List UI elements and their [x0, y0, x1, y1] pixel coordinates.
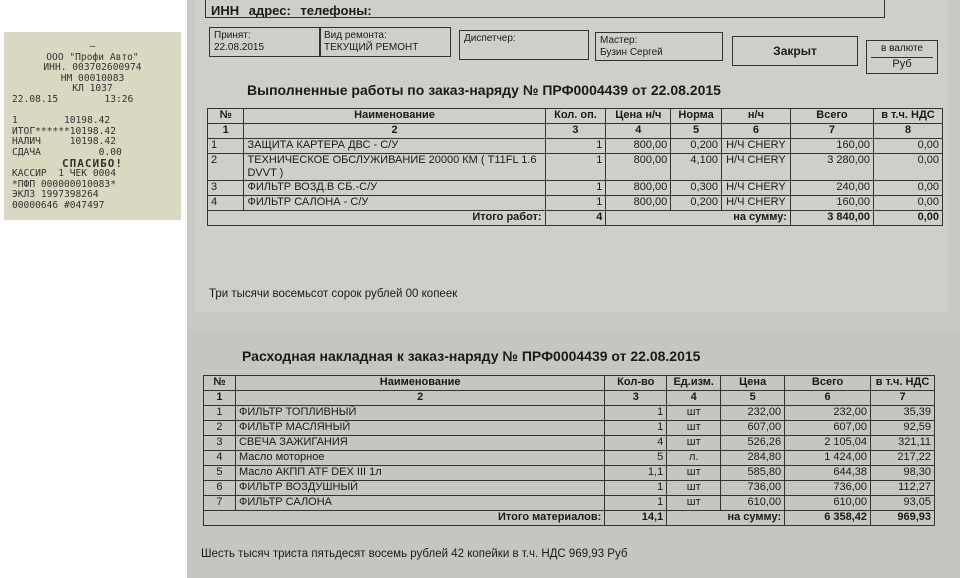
works-title: Выполненные работы по заказ-наряду № ПРФ0004439 от 22.08.2015: [247, 82, 721, 98]
materials-col-4: 5: [721, 391, 785, 406]
materials-cell: ФИЛЬТР ВОЗДУШНЫЙ: [235, 481, 604, 496]
materials-cell: 4: [204, 451, 236, 466]
materials-in-words: Шесть тысяч триста пятьдесят восемь рублей 42 копейки в т.ч. НДС 969,93 Руб: [201, 548, 628, 560]
materials-cell: Масло АКПП ATF DEX III 1л: [235, 466, 604, 481]
works-cell: 1: [545, 181, 606, 196]
materials-cell: 2: [204, 421, 236, 436]
works-cell: 800,00: [606, 139, 671, 154]
works-cell: 1: [545, 196, 606, 211]
table-row: [208, 196, 943, 211]
works-col-6: Всего: [790, 109, 873, 124]
page-bottom: [187, 330, 960, 578]
table-row: [204, 436, 935, 451]
materials-cell: 1: [605, 421, 667, 436]
materials-cell: 644,38: [785, 466, 871, 481]
works-col-3: 4: [606, 124, 671, 139]
works-cell: 800,00: [606, 181, 671, 196]
works-col-7: 8: [874, 124, 943, 139]
materials-cell: 607,00: [785, 421, 871, 436]
materials-cell: 5: [204, 466, 236, 481]
materials-cell: 217,22: [871, 451, 935, 466]
works-cell: 1: [208, 139, 244, 154]
works-table: [207, 108, 943, 226]
table-row: [208, 154, 943, 181]
materials-cell: 1: [605, 496, 667, 511]
receipt-line: 22.08.15 13:26: [12, 93, 134, 105]
materials-col-2: 3: [605, 391, 667, 406]
materials-col-4: Цена: [721, 376, 785, 391]
works-col-5: н/ч: [721, 109, 790, 124]
page-top: [195, 0, 948, 312]
works-cell: 0,00: [874, 154, 943, 181]
materials-col-6: 7: [871, 391, 935, 406]
materials-cell: 585,80: [721, 466, 785, 481]
work-order-document: [187, 0, 960, 578]
receipt-line: НАЛИЧ 10198.42: [12, 136, 116, 148]
materials-cell: 526,26: [721, 436, 785, 451]
works-cell: 2: [208, 154, 244, 181]
table-row: [204, 421, 935, 436]
materials-total-label: Итого материалов:: [204, 511, 605, 526]
works-cell: 800,00: [606, 196, 671, 211]
materials-total-vat: 969,93: [871, 511, 935, 526]
materials-cell: 232,00: [721, 406, 785, 421]
receipt-line: 1 10198.42: [12, 115, 111, 127]
receipt-line: 00000646 #047497: [12, 199, 105, 211]
works-cell: 3: [208, 181, 244, 196]
receipt-line: СДАЧА 0.00: [12, 146, 122, 158]
materials-cell: шт: [667, 436, 721, 451]
table-row: [208, 139, 943, 154]
materials-cell: 5: [605, 451, 667, 466]
works-col-1: Наименование: [244, 109, 545, 124]
materials-col-1: 2: [235, 391, 604, 406]
works-cell: 800,00: [606, 154, 671, 181]
receipt-line: *ПФП 000000010083*: [12, 178, 116, 190]
works-cell: 0,00: [874, 196, 943, 211]
works-cell: 4: [208, 196, 244, 211]
works-cell: 0,00: [874, 139, 943, 154]
receipt-line: КЛ 1037: [72, 83, 113, 95]
works-col-0: 1: [208, 124, 244, 139]
materials-cell: 2 105,04: [785, 436, 871, 451]
works-col-2: 3: [545, 124, 606, 139]
works-cell: 160,00: [790, 196, 873, 211]
materials-cell: 1: [204, 406, 236, 421]
materials-cell: 1: [605, 406, 667, 421]
materials-total-qty: 14,1: [605, 511, 667, 526]
materials-cell: 93,05: [871, 496, 935, 511]
works-col-2: Кол. оп.: [545, 109, 606, 124]
works-cell: Н/Ч CHERY: [721, 154, 790, 181]
works-cell: 240,00: [790, 181, 873, 196]
materials-cell: Масло моторное: [235, 451, 604, 466]
top-line: ИНН адрес: телефоны:: [211, 3, 372, 18]
works-cell: ТЕХНИЧЕСКОЕ ОБСЛУЖИВАНИЕ 20000 КМ ( T11FL 1.6 DVVT ): [244, 154, 545, 181]
works-cell: 0,200: [671, 139, 722, 154]
materials-cell: 232,00: [785, 406, 871, 421]
materials-title: Расходная накладная к заказ-наряду № ПРФ0004439 от 22.08.2015: [242, 348, 701, 364]
materials-col-0: 1: [204, 391, 236, 406]
materials-cell: 284,80: [721, 451, 785, 466]
materials-col-1: Наименование: [235, 376, 604, 391]
works-col-5: 6: [721, 124, 790, 139]
works-cell: ЗАЩИТА КАРТЕРА ДВС - С/У: [244, 139, 545, 154]
materials-cell: л.: [667, 451, 721, 466]
accepted-box: Принят: 22.08.2015: [209, 27, 321, 57]
table-row: [204, 466, 935, 481]
works-col-7: в т.ч. НДС: [874, 109, 943, 124]
materials-cell: 7: [204, 496, 236, 511]
materials-cell: 1 424,00: [785, 451, 871, 466]
materials-col-6: в т.ч. НДС: [871, 376, 935, 391]
materials-sum-label: на сумму:: [667, 511, 785, 526]
works-cell: 0,00: [874, 181, 943, 196]
table-row: [208, 181, 943, 196]
materials-col-0: №: [204, 376, 236, 391]
receipt-line: НМ 00010083: [60, 72, 125, 84]
dispatcher-box: Диспетчер:: [459, 30, 589, 60]
materials-cell: ФИЛЬТР ТОПЛИВНЫЙ: [235, 406, 604, 421]
table-row: [204, 406, 935, 421]
materials-cell: шт: [667, 466, 721, 481]
repair-type-box: Вид ремонта: ТЕКУЩИЙ РЕМОНТ: [319, 27, 451, 57]
materials-col-3: 4: [667, 391, 721, 406]
currency-box: в валюте Руб: [866, 40, 938, 74]
works-total-sum: 3 840,00: [790, 211, 873, 226]
cash-receipt: [4, 32, 181, 220]
materials-cell: 4: [605, 436, 667, 451]
works-cell: 1: [545, 154, 606, 181]
materials-cell: 321,11: [871, 436, 935, 451]
works-cell: Н/Ч CHERY: [721, 181, 790, 196]
materials-cell: шт: [667, 496, 721, 511]
materials-cell: шт: [667, 481, 721, 496]
materials-cell: 6: [204, 481, 236, 496]
master-box: Мастер: Бузин Сергей: [595, 32, 723, 61]
materials-cell: шт: [667, 421, 721, 436]
materials-cell: 1,1: [605, 466, 667, 481]
materials-cell: шт: [667, 406, 721, 421]
materials-cell: 3: [204, 436, 236, 451]
status-box: Закрыт: [732, 36, 858, 66]
works-total-qty: 4: [545, 211, 606, 226]
receipt-line: КАССИР 1 ЧЕК 0004: [12, 168, 116, 180]
works-cell: 0,200: [671, 196, 722, 211]
works-in-words: Три тысячи восемьсот сорок рублей 00 копеек: [209, 288, 458, 300]
materials-cell: ФИЛЬТР МАСЛЯНЫЙ: [235, 421, 604, 436]
materials-table: [203, 375, 935, 526]
materials-cell: 610,00: [785, 496, 871, 511]
works-col-1: 2: [244, 124, 545, 139]
receipt-line: —: [89, 41, 96, 52]
table-row: [204, 481, 935, 496]
works-cell: Н/Ч CHERY: [721, 139, 790, 154]
materials-cell: 92,59: [871, 421, 935, 436]
works-cell: Н/Ч CHERY: [721, 196, 790, 211]
materials-cell: 610,00: [721, 496, 785, 511]
works-col-4: 5: [671, 124, 722, 139]
materials-col-5: Всего: [785, 376, 871, 391]
materials-col-3: Ед.изм.: [667, 376, 721, 391]
materials-cell: 736,00: [785, 481, 871, 496]
works-col-0: №: [208, 109, 244, 124]
works-cell: 1: [545, 139, 606, 154]
table-row: [204, 496, 935, 511]
receipt-line: ИТОГ******10198.42: [12, 125, 116, 137]
receipt-line: СПАСИБО!: [62, 156, 123, 170]
materials-cell: СВЕЧА ЗАЖИГАНИЯ: [235, 436, 604, 451]
works-total-vat: 0,00: [874, 211, 943, 226]
materials-cell: 112,27: [871, 481, 935, 496]
works-cell: 160,00: [790, 139, 873, 154]
works-cell: ФИЛЬТР САЛОНА - С/У: [244, 196, 545, 211]
receipt-line: ЭКЛЗ 1997398264: [12, 189, 99, 201]
works-cell: 3 280,00: [790, 154, 873, 181]
works-col-6: 7: [790, 124, 873, 139]
works-col-4: Норма: [671, 109, 722, 124]
works-sum-label: на сумму:: [606, 211, 791, 226]
receipt-line: ООО "Профи Авто": [46, 51, 139, 63]
materials-cell: 607,00: [721, 421, 785, 436]
materials-cell: 1: [605, 481, 667, 496]
materials-cell: 35,39: [871, 406, 935, 421]
table-row: [204, 451, 935, 466]
materials-col-2: Кол-во: [605, 376, 667, 391]
materials-col-5: 6: [785, 391, 871, 406]
materials-cell: 736,00: [721, 481, 785, 496]
materials-total-sum: 6 358,42: [785, 511, 871, 526]
works-cell: 0,300: [671, 181, 722, 196]
works-cell: 4,100: [671, 154, 722, 181]
materials-cell: 98,30: [871, 466, 935, 481]
receipt-line: ИНН. 003702600974: [43, 62, 142, 74]
works-total-label: Итого работ:: [208, 211, 546, 226]
works-col-3: Цена н/ч: [606, 109, 671, 124]
materials-cell: ФИЛЬТР САЛОНА: [235, 496, 604, 511]
works-cell: ФИЛЬТР ВОЗД.В СБ.-С/У: [244, 181, 545, 196]
